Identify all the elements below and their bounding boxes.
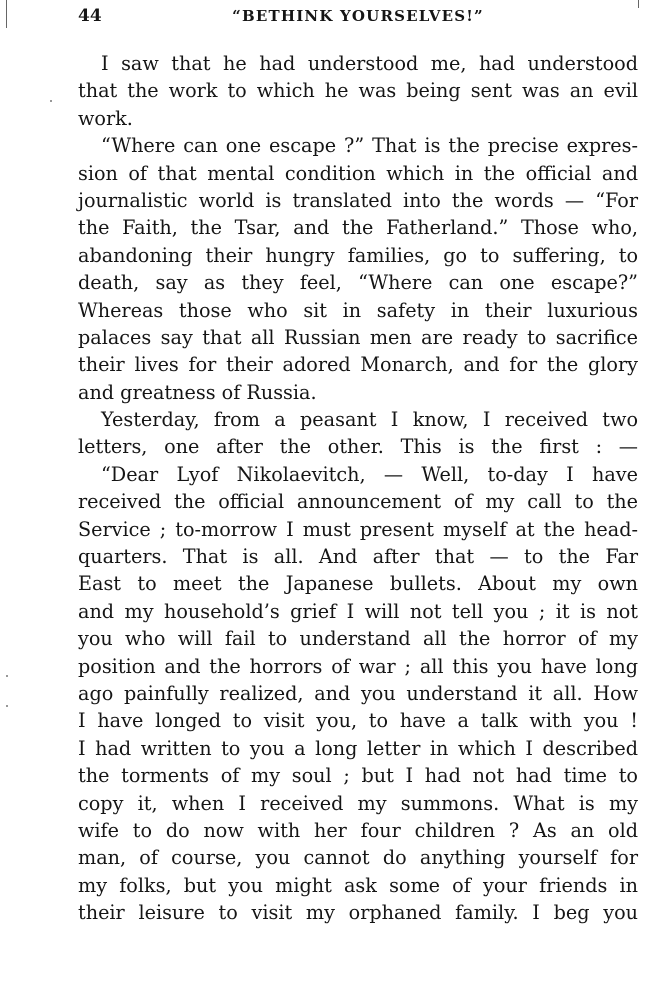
text-line: I had written to you a long letter in which I described (78, 736, 638, 760)
text-line: received the official announcement of my call to the (78, 490, 638, 514)
left-scan-edge-mark (6, 0, 7, 28)
text-line: wife to do now with her four children ? As an old (78, 818, 638, 842)
text-line: sion of that mental condition which in the official and (78, 161, 638, 185)
scan-speck (6, 705, 8, 707)
scan-speck (6, 675, 8, 677)
text-line: man, of course, you cannot do anything yourself for (78, 846, 638, 870)
page-number: 44 (78, 6, 102, 26)
text-line: the torments of my soul ; but I had not had time to (78, 764, 638, 788)
text-line: East to meet the Japanese bullets. About my own (78, 572, 638, 596)
text-line: that the work to which he was being sent was an evil (78, 79, 638, 103)
text-line: palaces say that all Russian men are ready to sacrifice (78, 325, 638, 349)
text-line: I have longed to visit you, to have a talk with you ! (78, 709, 638, 733)
text-line: death, say as they feel, “Where can one escape?” (78, 271, 638, 295)
text-line: “Dear Lyof Nikolaevitch, — Well, to-day I have (101, 462, 638, 486)
text-line: and greatness of Russia. (78, 380, 317, 404)
body-text (78, 50, 638, 927)
text-line: you who will fail to understand all the horror of my (78, 627, 638, 651)
right-scan-edge-mark (638, 0, 639, 8)
text-line: copy it, when I received my summons. What is my (78, 791, 638, 815)
text-line: quarters. That is all. And after that — to the Far (78, 545, 638, 569)
page-header (78, 6, 638, 30)
text-line: Whereas those who sit in safety in their luxurious (78, 298, 638, 322)
text-line: I saw that he had understood me, had understood (101, 52, 638, 75)
scan-speck (50, 100, 52, 102)
text-line: Yesterday, from a peasant I know, I received two (101, 408, 638, 432)
text-line: the Faith, the Tsar, and the Fatherland.” Those who, (78, 216, 638, 240)
text-line: ago painfully realized, and you understand it all. How (78, 681, 638, 705)
text-line: their lives for their adored Monarch, and for the glory (78, 353, 638, 377)
text-line: position and the horrors of war ; all this you have long (78, 654, 638, 678)
text-line: and my household’s grief I will not tell you ; it is not (78, 599, 638, 623)
text-line: Service ; to-morrow I must present myself at the head- (78, 517, 638, 541)
text-line: their leisure to visit my orphaned family. I beg you (78, 901, 638, 925)
text-line: abandoning their hungry families, go to suffering, to (78, 243, 638, 267)
text-line: “Where can one escape ?” That is the precise expres- (101, 134, 638, 158)
running-head: “BETHINK YOURSELVES!” (232, 7, 484, 25)
text-line: journalistic world is translated into the words — “For (78, 188, 638, 212)
text-line: work. (78, 106, 133, 130)
text-line: letters, one after the other. This is the first : — (78, 435, 638, 459)
text-line: my folks, but you might ask some of your friends in (78, 873, 638, 897)
